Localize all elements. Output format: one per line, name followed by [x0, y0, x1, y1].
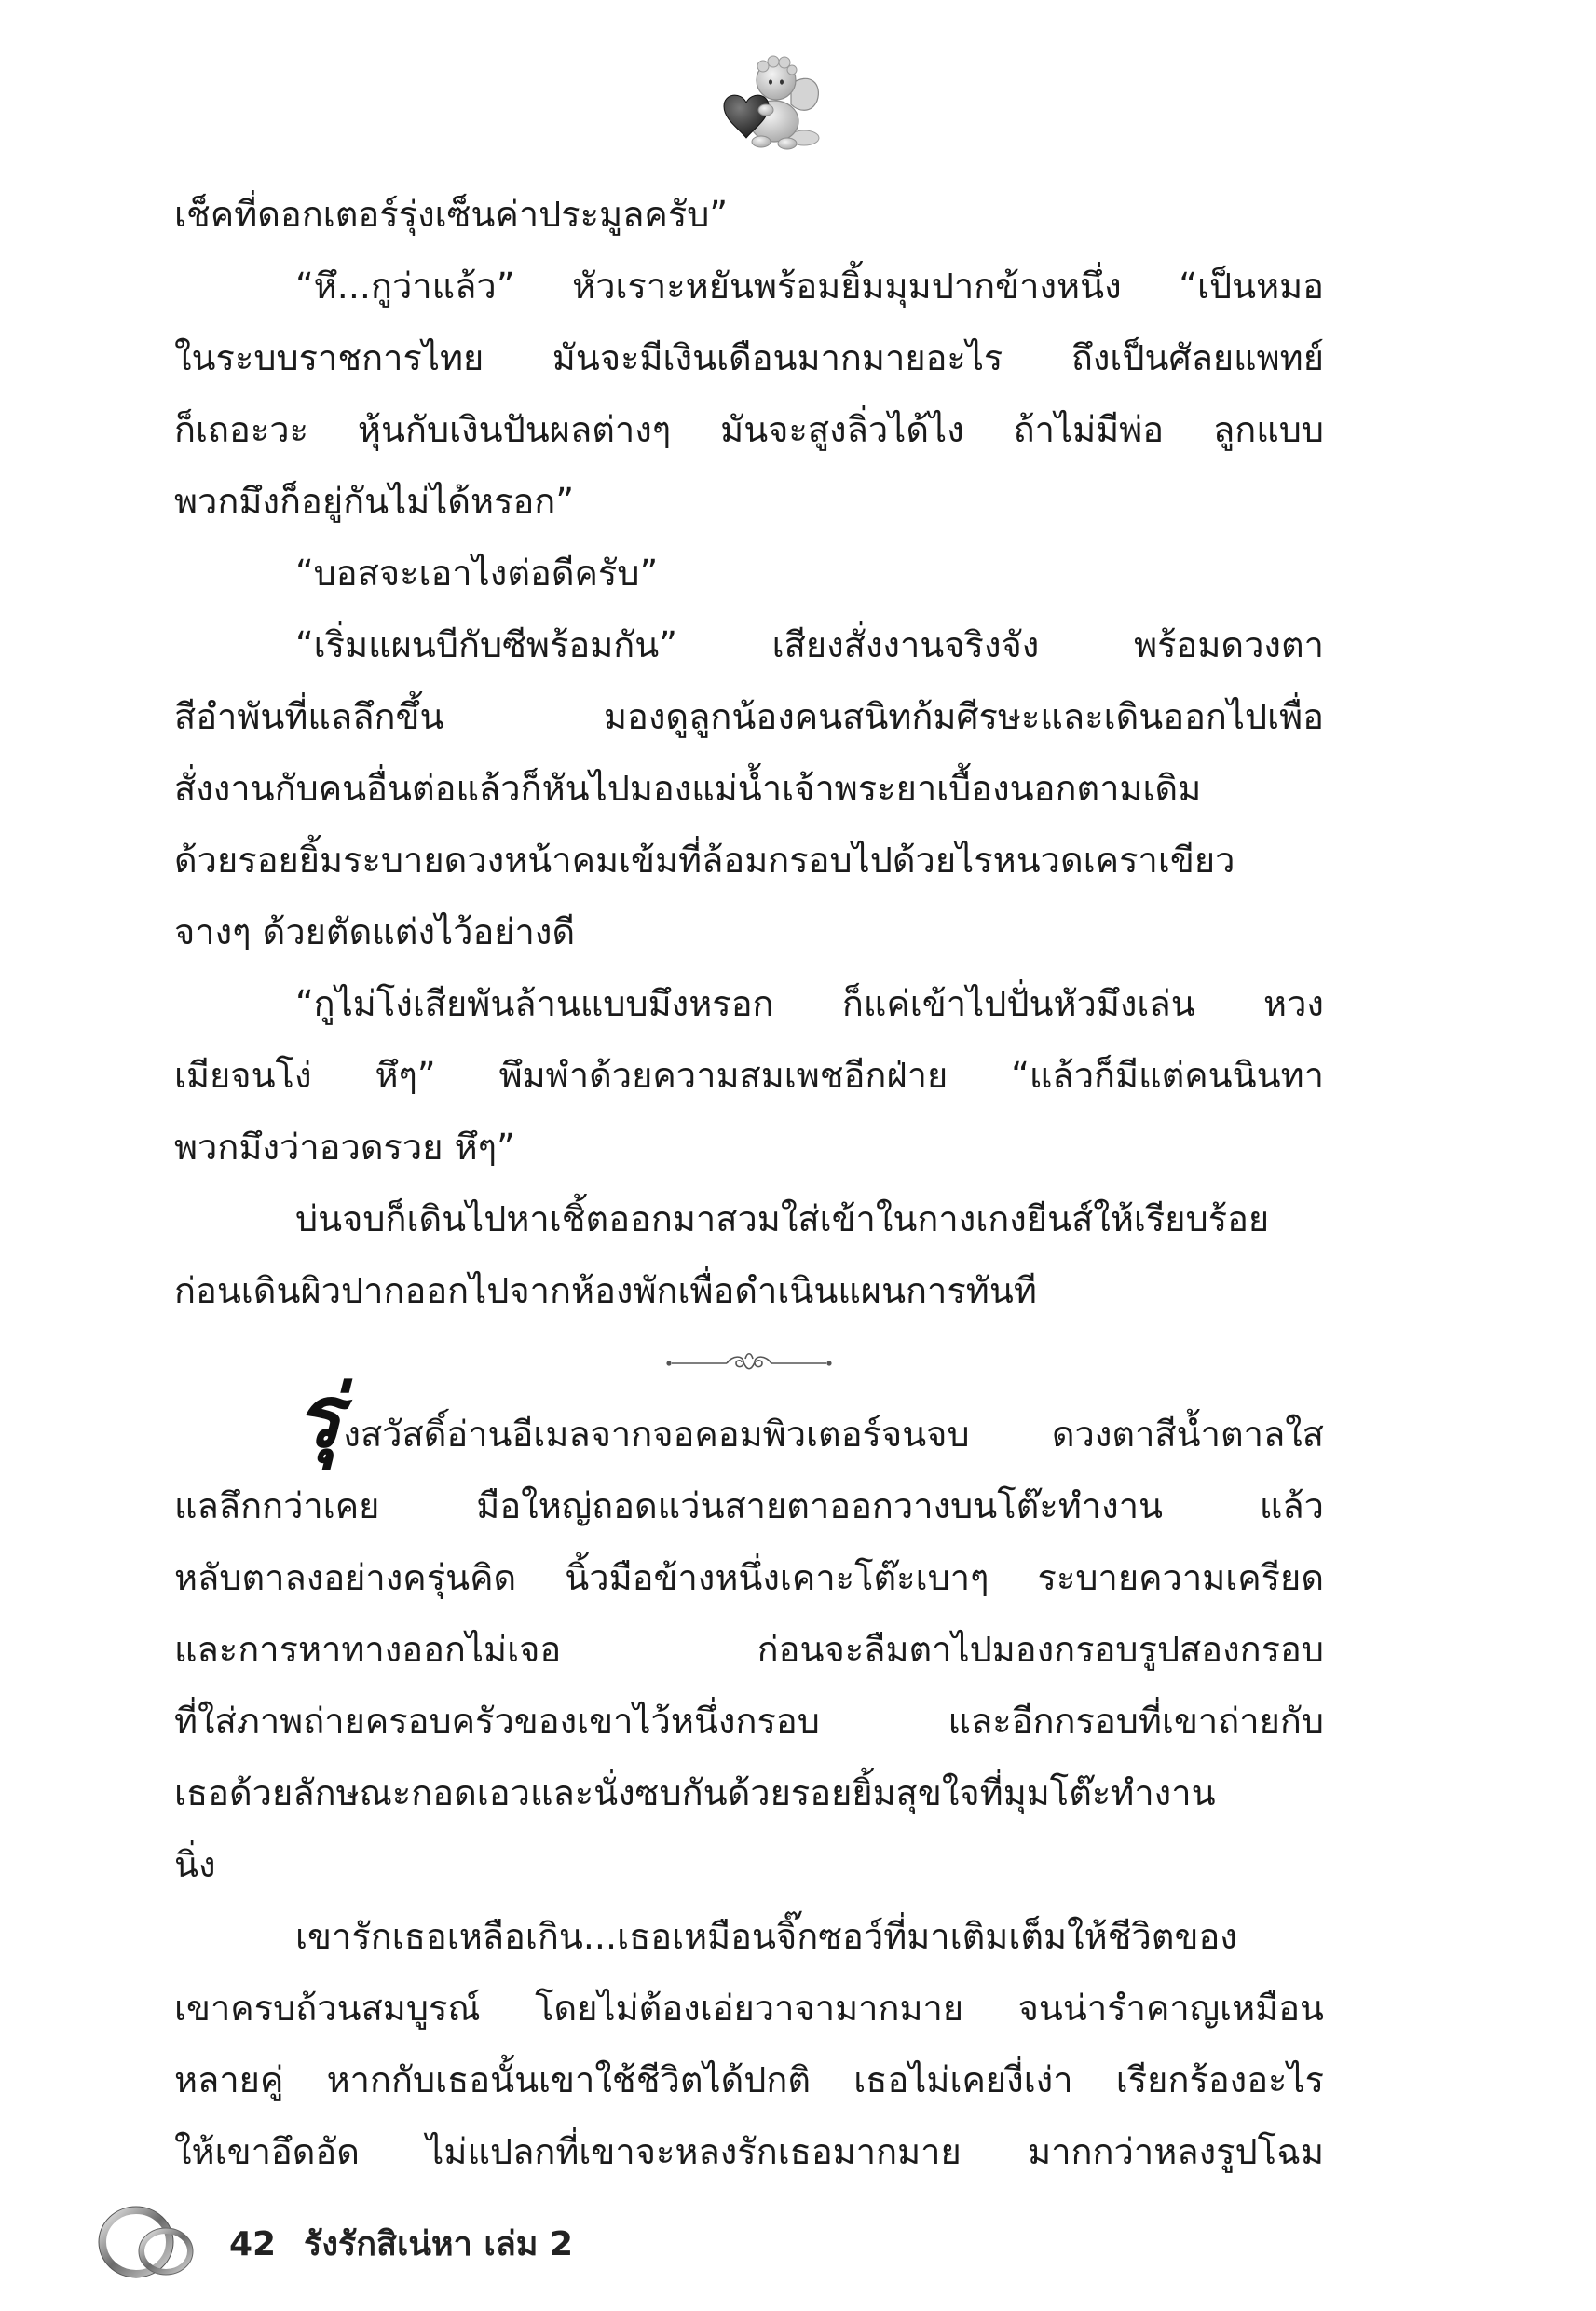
cherub-eye — [769, 79, 772, 84]
page-number: 42 — [229, 2225, 277, 2263]
text-line: ที่ใส่ภาพถ่ายครอบครัวของเขาไว้หนึ่งกรอบ และอีกกรอบที่เขาถ่ายกับ — [174, 1701, 1324, 1742]
text-line: จางๆ ด้วยตัดแต่งไว้อย่างดี — [174, 911, 576, 952]
divider-dot — [666, 1361, 671, 1365]
text-line: เขาครบถ้วนสมบูรณ์ โดยไม่ต้องเอ่ยวาจามากมาย จนน่ารำคาญเหมือน — [174, 1988, 1324, 2029]
text-line: หลับตาลงอย่างครุ่นคิด นิ้วมือข้างหนึ่งเคาะโต๊ะเบาๆ ระบายความเครียด — [174, 1557, 1324, 1598]
paragraph — [174, 251, 1324, 538]
text-line: สั่งงานกับคนอื่นต่อแล้วก็หันไปมองแม่น้ำเจ้าพระยาเบื้องนอกตามเดิม — [174, 768, 1202, 809]
drop-cap: รุ่ — [295, 1367, 342, 1467]
text-line: เช็คที่ดอกเตอร์รุ่งเซ็นค่าประมูลครับ” — [174, 194, 729, 235]
cherub-curl — [757, 61, 769, 72]
text-line: บ่นจบก็เดินไปหาเชิ้ตออกมาสวมใส่เข้าในกางเกงยีนส์ให้เรียบร้อย — [295, 1198, 1270, 1239]
cherub-heart-icon — [713, 52, 825, 155]
text-line: เมียจนโง่ หึๆ” พึมพำด้วยความสมเพชอีกฝ่าย “แล้วก็มีแต่คนนินทา — [174, 1055, 1324, 1096]
text-line: “กูไม่โง่เสียพันล้านแบบมึงหรอก ก็แค่เข้าไปปั่นหัวมึงเล่น หวง — [295, 983, 1324, 1024]
paragraph — [174, 1901, 1324, 2188]
paragraph — [174, 1367, 1324, 1901]
text-line: สีอำพันที่แลลึกขึ้น มองดูลูกน้องคนสนิทก้มศีรษะและเดินออกไปเพื่อ — [174, 696, 1324, 737]
paragraph — [174, 968, 1324, 1183]
body-text — [174, 179, 1324, 2188]
floral-divider-icon — [665, 1351, 833, 1375]
text-line: เธอด้วยลักษณะกอดเอวและนั่งซบกันด้วยรอยยิ้มสุขใจที่มุมโต๊ะทำงาน — [174, 1772, 1216, 1813]
text-line: ให้เขาอึดอัด ไม่แปลกที่เขาจะหลงรักเธอมากมาย มากกว่าหลงรูปโฉม — [174, 2131, 1324, 2172]
cherub-curl — [768, 56, 779, 67]
text-line: ด้วยรอยยิ้มระบายดวงหน้าคมเข้มที่ล้อมกรอบไปด้วยไรหนวดเคราเขียว — [174, 840, 1235, 881]
text-line: นิ่ง — [174, 1844, 216, 1885]
ring-large — [102, 2210, 170, 2274]
text-line: “เริ่มแผนบีกับซีพร้อมกัน” เสียงสั่งงานจริงจัง พร้อมดวงตา — [295, 624, 1324, 665]
text-line: เขารักเธอเหลือเกิน...เธอเหมือนจิ๊กซอว์ที่มาเติมเต็มให้ชีวิตของ — [295, 1916, 1237, 1957]
cherub-eye — [780, 79, 784, 84]
cherub-foot — [778, 138, 797, 149]
cherub-foot — [752, 136, 771, 147]
divider-dot — [826, 1361, 831, 1365]
cherub-curl — [787, 65, 797, 75]
section-divider — [174, 1327, 1324, 1399]
text-line: หลายคู่ หากกับเธอนั้นเขาใช้ชีวิตได้ปกติ เธอไม่เคยงี่เง่า เรียกร้องอะไร — [174, 2059, 1324, 2100]
text-line: พวกมึงว่าอวดรวย หึๆ” — [174, 1127, 515, 1168]
paragraph — [174, 538, 1324, 609]
text-line — [174, 1367, 1324, 1470]
paragraph — [174, 179, 1324, 251]
text-line: แลลึกกว่าเคย มือใหญ่ถอดแว่นสายตาออกวางบนโต๊ะทำงาน แล้ว — [174, 1485, 1324, 1526]
text-line: ในระบบราชการไทย มันจะมีเงินเดือนมากมายอะไร ถึงเป็นศัลยแพทย์ — [174, 337, 1324, 378]
text-line: “บอสจะเอาไงต่อดีครับ” — [295, 553, 659, 594]
text-line: ก็เถอะวะ หุ้นกับเงินปันผลต่างๆ มันจะสูงลิ่วได้ไง ถ้าไม่มีพ่อ ลูกแบบ — [174, 409, 1324, 450]
divider-scroll-left — [727, 1357, 743, 1367]
paragraph — [174, 1183, 1324, 1327]
cherub-arm — [758, 104, 773, 116]
text-line: “หึ...กูว่าแล้ว” หัวเราะหยันพร้อมยิ้มมุมปากข้างหนึ่ง “เป็นหมอ — [295, 266, 1324, 307]
text-line: พวกมึงก็อยู่กันไม่ได้หรอก” — [174, 481, 575, 522]
paragraph — [174, 609, 1324, 968]
text-line-rest: งสวัสดิ์อ่านอีเมลจากจอคอมพิวเตอร์จนจบ ดวงตาสีน้ำตาลใส — [343, 1414, 1324, 1455]
divider-scroll-right — [755, 1357, 771, 1367]
text-line: และการหาทางออกไม่เจอ ก่อนจะลืมตาไปมองกรอบรูปสองกรอบ — [174, 1629, 1324, 1670]
divider-scroll-center — [743, 1353, 755, 1368]
wedding-rings-icon — [93, 2197, 198, 2287]
ring-large-edge — [99, 2207, 173, 2277]
text-line: ก่อนเดินผิวปากออกไปจากห้องพักเพื่อดำเนินแผนการทันที — [174, 1270, 1037, 1311]
book-title: รังรักสิเน่หา เล่ม 2 — [304, 2225, 574, 2263]
